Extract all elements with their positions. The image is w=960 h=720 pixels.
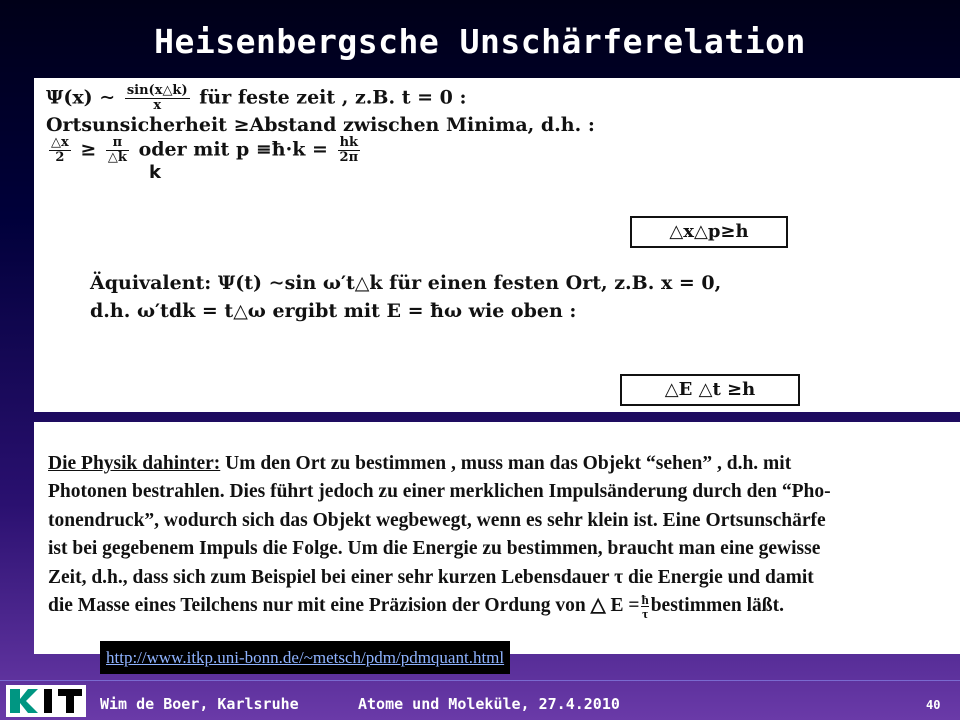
kit-logo-icon [6,685,86,717]
formula-panel [34,78,960,412]
ge-symbol: ≥ [80,138,97,161]
physics-explanation-panel [34,422,960,654]
footer-divider [0,680,960,681]
physics-line-5: Zeit, d.h., dass sich zum Beispiel bei einer sehr kurzen Lebensdauer τ die Energie und damit [48,566,814,588]
footer-course: Atome und Moleküle, 27.4.2010 [358,695,620,713]
momentum-text: oder mit p ≡ħ·k = [138,138,328,161]
formula-line-2: Ortsunsicherheit ≥Abstand zwischen Minima, d.h. : [46,114,595,136]
physics-line-4: ist bei gegebenem Impuls die Folge. Um die Energie zu bestimmen, braucht man eine gewisse [48,538,821,560]
psi-x: Ψ(x) ∼ [46,86,116,109]
physics-line-1: Die Physik dahinter: Um den Ort zu bestimmen , muss man das Objekt “sehen” , d.h. mit [48,453,792,474]
hbar-over-tau-fraction: $\frac{ħ}{\tau}$ [641,592,649,622]
physics-label: Die Physik dahinter: [48,453,221,474]
fixed-time-text: für feste zeit , z.B. t = 0 : [199,86,467,109]
formula-line-5: d.h. ω′tdk = t△ω ergibt mit E = ħω wie oben : [90,300,577,322]
pi-over-dk-fraction: $\frac{\pi}{\triangle k}$ [107,135,127,165]
dx-dp-box: △x△p≥h [630,216,788,248]
physics-explanation-text [48,450,948,620]
formula-line-4: Äquivalent: Ψ(t) ∼sin ω′t△k für einen festen Ort, z.B. x = 0, [90,272,722,294]
physics-line-6: die Masse eines Teilchens nur mit eine Präzision der Ordung von △ E = $\frac{ħ}{\tau}$ bestimmen läßt. [48,592,784,622]
sin-fraction: $\frac{\sin(x\triangle k)}{x}$ [126,83,188,113]
hk-over-2pi-fraction: $\frac{hk}{2\pi}$ [339,135,359,165]
formula-line-1 [46,84,466,113]
footer-author: Wim de Boer, Karlsruhe [100,695,299,713]
page-number: 40 [926,698,941,712]
de-dt-box: △E △t ≥h [620,374,800,406]
slide-title: Heisenbergsche Unschärferelation [154,22,806,61]
physics-line-2: Photonen bestrahlen. Dies führt jedoch zu einer merklichen Impulsänderung durch den “Pho- [48,481,831,503]
physics-line-3: tonendruck”, wodurch sich das Objekt wegbewegt, wenn es sehr klein ist. Eine Ortsunschärfe [48,509,826,531]
formula-line-3 [46,136,363,165]
reference-link[interactable]: http://www.itkp.uni-bonn.de/~metsch/pdm/pdmquant.html [100,641,510,674]
dx-half-fraction: $\frac{\triangle x}{2}$ [51,135,69,165]
k-annotation: k [149,162,161,183]
